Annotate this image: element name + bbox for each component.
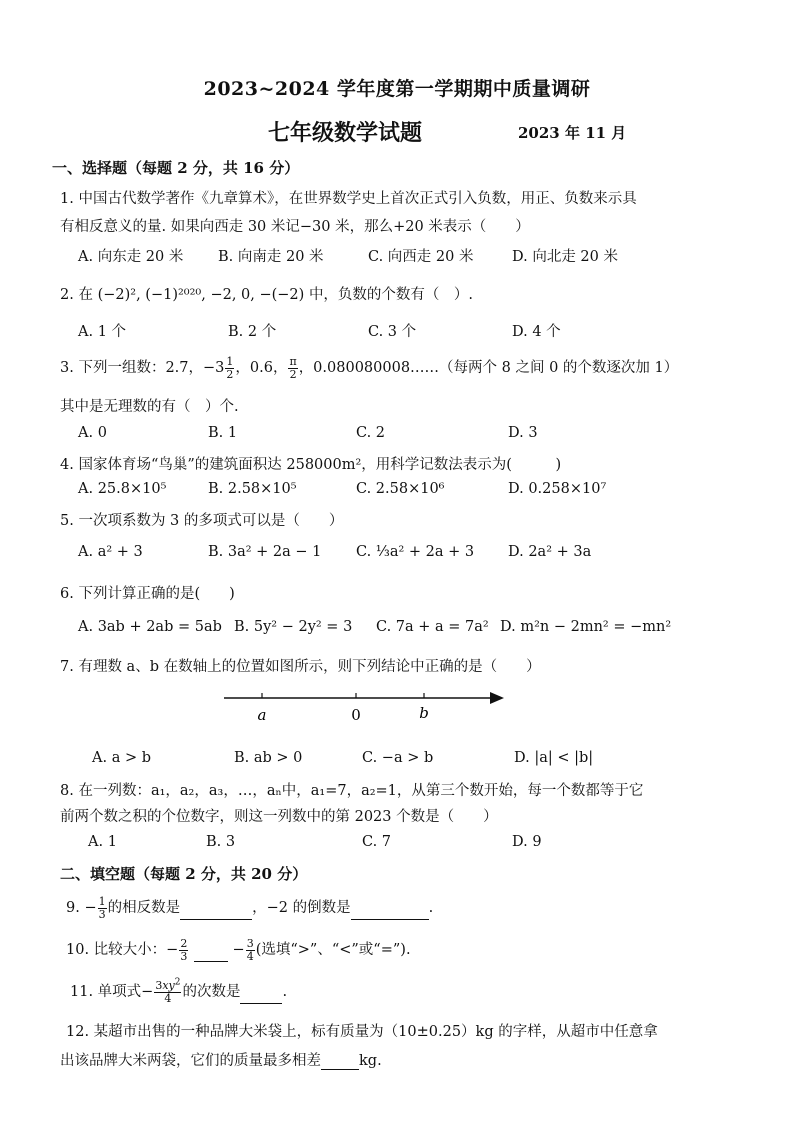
section1-heading: 一、选择题（每题 2 分，共 16 分） — [52, 159, 300, 177]
q2-suffix: 中，负数的个数有（ ）. — [308, 287, 474, 303]
q10-line: 10. 比较大小：− $\frac{2}{3}$ − $\frac{3}{4}$ (选填“>”、“<”或“=”). — [66, 937, 411, 963]
q1-option-d: D. 向北走 20 米 — [512, 249, 618, 265]
q4-line1: 4. 国家体育场“鸟巢”的建筑面积达 258000m²，用科学记数法表示为( ) — [60, 457, 562, 473]
q12-blank[interactable] — [321, 1055, 359, 1070]
q12-text-b: kg. — [359, 1053, 382, 1069]
q1-option-c: C. 向西走 20 米 — [368, 249, 474, 265]
q6-option-c: C. 7a + a = 7a² — [376, 619, 489, 635]
q1-option-a: A. 向东走 20 米 — [78, 249, 184, 265]
q9-line: 9. − $\frac{1}{3}$ 的相反数是 ，−2 的倒数是 . — [66, 895, 434, 921]
q12-text-a: 出该品牌大米两袋，它们的质量最多相差 — [60, 1053, 321, 1069]
q5-option-c: C. ⅓a² + 2a + 3 — [356, 544, 475, 560]
q3-mixed-number: −3 $\frac{1}{2}$ — [203, 355, 234, 381]
q3-prefix: 3. 下列一组数：2.7， — [60, 360, 204, 377]
q9-text-c: . — [428, 900, 434, 917]
q7-option-b: B. ab > 0 — [234, 750, 303, 766]
q11-blank[interactable] — [240, 989, 282, 1004]
q3-pi-over-2: $\frac{\pi}{2}$ — [289, 355, 297, 381]
label-zero: 0 — [351, 706, 361, 724]
q9-blank-1[interactable] — [180, 905, 252, 920]
q3-tail: ，0.080080008……（每两个 8 之间 0 的个数逐次加 1） — [298, 360, 679, 377]
q11-text-c: . — [282, 984, 288, 1001]
q4-option-a: A. 25.8×10⁵ — [78, 481, 167, 497]
q2-option-c: C. 3 个 — [368, 324, 417, 340]
q6-option-b: B. 5y² − 2y² = 3 — [234, 619, 353, 635]
q8-option-b: B. 3 — [206, 834, 236, 850]
q1-line1: 1. 中国古代数学著作《九章算术》，在世界数学史上首次正式引入负数，用正、负数来示具 — [60, 191, 637, 207]
q2-line1 — [60, 283, 473, 304]
q7-number-line — [220, 686, 510, 726]
q9-text-a: 的相反数是 — [107, 900, 181, 917]
q1-line2: 有相反意义的量. 如果向西走 30 米记−30 米，那么+20 米表示（ ） — [60, 219, 530, 235]
q3-option-b: B. 1 — [208, 425, 238, 441]
q11-text-a: 11. 单项式 — [70, 984, 142, 1001]
q10-text-b: (选填“>”、“<”或“=”). — [255, 942, 411, 959]
q3-option-a: A. 0 — [78, 425, 107, 441]
q8-option-c: C. 7 — [362, 834, 392, 850]
q7-option-d: D. |a| < |b| — [514, 750, 594, 766]
q11-line: 11. 单项式− $\frac{3xy^2}{4}$ 的次数是 . — [70, 977, 288, 1005]
q7-option-a: A. a > b — [92, 750, 151, 766]
q7-option-c: C. −a > b — [362, 750, 434, 766]
q3-line1: 3. 下列一组数：2.7，−3 $\frac{1}{2}$ ，0.6， $\frac{\pi}{2}$ ，0.080080008……（每两个 8 之间 0 的个数逐次加 1） — [60, 355, 679, 381]
q2-prefix: 2. 在 — [60, 287, 93, 303]
q5-option-a: A. a² + 3 — [78, 544, 143, 560]
q12-line2 — [60, 1049, 382, 1070]
q6-option-d: D. m²n − 2mn² = −mn² — [500, 619, 672, 635]
q12-line1: 12. 某超市出售的一种品牌大米袋上，标有质量为（10±0.25）kg 的字样，从超市中任意拿 — [66, 1024, 658, 1040]
q6-option-a: A. 3ab + 2ab = 5ab — [78, 619, 222, 635]
q3-option-d: D. 3 — [508, 425, 538, 441]
q1-option-b: B. 向南走 20 米 — [218, 249, 324, 265]
exam-title: 2023~2024 学年度第一学期期中质量调研 — [203, 78, 591, 100]
q5-option-b: B. 3a² + 2a − 1 — [208, 544, 322, 560]
q4-option-d: D. 0.258×10⁷ — [508, 481, 607, 497]
q10-blank[interactable] — [194, 947, 228, 962]
q10-text-a: 10. 比较大小： — [66, 942, 167, 959]
q5-line1: 5. 一次项系数为 3 的多项式可以是（ ） — [60, 513, 344, 529]
exam-subtitle: 七年级数学试题 — [268, 120, 423, 146]
label-b: b — [419, 704, 429, 722]
q5-option-d: D. 2a² + 3a — [508, 544, 592, 560]
q8-line2: 前两个数之积的个位数字，则这一列数中的第 2023 个数是（ ） — [60, 809, 498, 825]
q3-option-c: C. 2 — [356, 425, 386, 441]
q3-line2: 其中是无理数的有（ ）个. — [60, 399, 239, 415]
section2-heading: 二、填空题（每题 2 分，共 20 分） — [60, 865, 308, 883]
q2-option-d: D. 4 个 — [512, 324, 561, 340]
q2-items: (−2)², (−1)²⁰²⁰, −2, 0, −(−2) — [97, 287, 305, 303]
q8-line1: 8. 在一列数：a₁，a₂，a₃，…，aₙ中，a₁=7，a₂=1，从第三个数开始，每一个数都等于它 — [60, 783, 644, 799]
q2-option-b: B. 2 个 — [228, 324, 277, 340]
exam-date: 2023 年 11 月 — [518, 124, 627, 142]
q9-text-b: ，−2 的倒数是 — [252, 900, 351, 917]
q6-line1: 6. 下列计算正确的是( ) — [60, 586, 235, 602]
q7-line1: 7. 有理数 a、b 在数轴上的位置如图所示，则下列结论中正确的是（ ） — [60, 659, 541, 675]
q4-option-b: B. 2.58×10⁵ — [208, 481, 297, 497]
q11-text-b: 的次数是 — [182, 984, 241, 1001]
q8-option-d: D. 9 — [512, 834, 542, 850]
q8-option-a: A. 1 — [88, 834, 117, 850]
q4-option-c: C. 2.58×10⁶ — [356, 481, 445, 497]
label-a: a — [257, 706, 267, 724]
q2-option-a: A. 1 个 — [78, 324, 127, 340]
number-line-arrow — [490, 692, 504, 704]
q9-blank-2[interactable] — [351, 905, 429, 920]
